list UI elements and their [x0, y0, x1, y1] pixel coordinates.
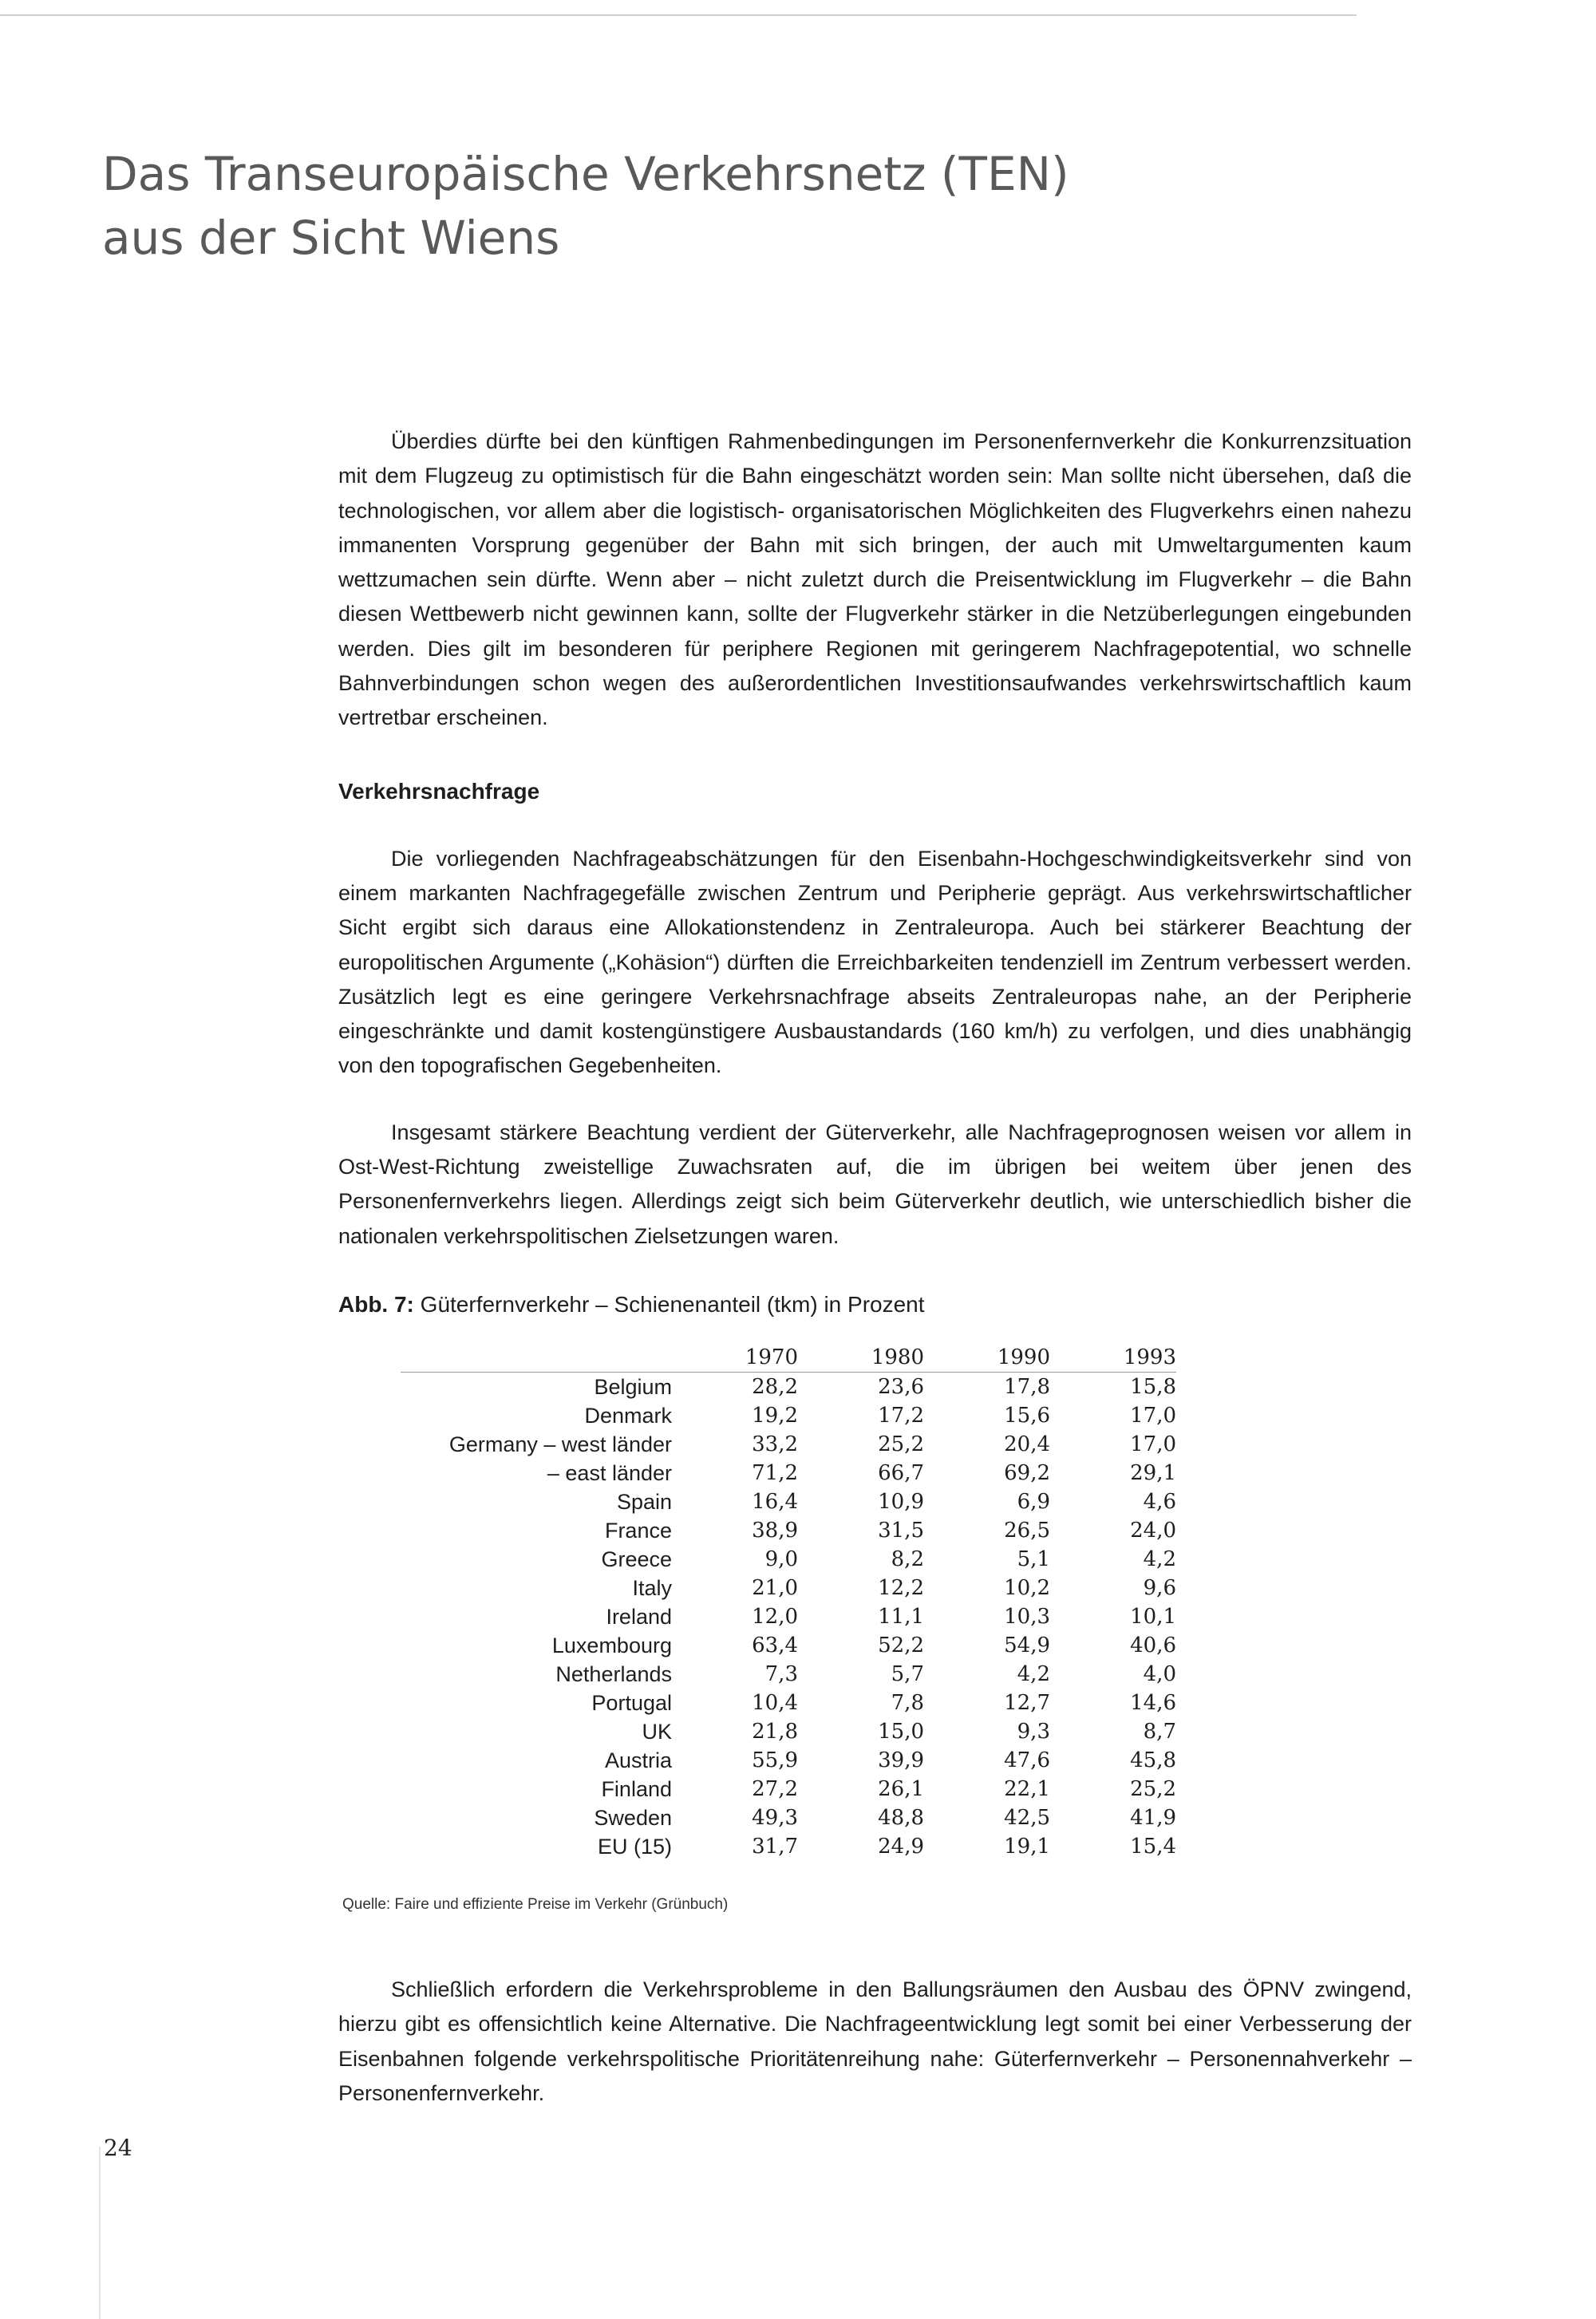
country-label: Sweden [594, 1805, 672, 1830]
title-line-2: aus der Sicht Wiens [102, 211, 560, 265]
table-cell: 55,9 [752, 1748, 798, 1772]
table-cell: 39,9 [878, 1748, 924, 1772]
page-number: 24 [104, 2135, 132, 2161]
table-cell: 25,2 [1130, 1776, 1176, 1801]
table-cell: 17,0 [1130, 1432, 1176, 1456]
paragraph-4: Schließlich erfordern die Verkehrsprobleme in den Ballungsräumen den Ausbau des ÖPNV zwingend, hierzu gibt es offensichtlich keine Alternative. Die Nachfrageentwicklung legt somit bei einer Verbesserung der Eisenbahnen folgende verkehrspolitische Prioritätenreihung nahe: Güterfernverkehr – Personennahverkehr – Personenfernverkehr. [338, 1977, 1412, 2105]
table-cell: 31,5 [878, 1518, 924, 1543]
country-label: Netherlands [555, 1661, 672, 1686]
table-cell: 22,1 [1004, 1776, 1050, 1801]
country-label: Belgium [594, 1374, 672, 1399]
table-cell: 6,9 [1017, 1489, 1050, 1514]
left-margin-rule [99, 2147, 101, 2319]
table-header-country [401, 1343, 672, 1373]
table-cell: 15,4 [1130, 1834, 1176, 1859]
table-header-year: 1980 [798, 1343, 924, 1373]
table-cell: 24,0 [1130, 1518, 1176, 1543]
country-label: Greece [601, 1547, 672, 1571]
table-header-row [401, 1343, 1176, 1373]
table-cell: 31,7 [752, 1834, 798, 1859]
country-label: Finland [601, 1776, 672, 1801]
table-cell: 12,0 [752, 1604, 798, 1629]
table-row [401, 1775, 1176, 1803]
table-cell: 54,9 [1004, 1633, 1050, 1657]
table-row [401, 1459, 1176, 1487]
table-cell: 11,1 [878, 1604, 924, 1629]
table-cell: 9,0 [764, 1547, 798, 1571]
table-cell: 15,0 [878, 1719, 924, 1744]
table-row [401, 1430, 1176, 1459]
country-label: Spain [616, 1489, 672, 1514]
table-cell: 8,7 [1143, 1719, 1176, 1744]
table-row [401, 1689, 1176, 1717]
top-rule [0, 14, 1357, 16]
table-cell: 10,9 [878, 1489, 924, 1514]
country-label: UK [642, 1719, 672, 1744]
table-row [401, 1487, 1176, 1516]
country-label: Portugal [591, 1690, 672, 1715]
table-cell: 4,0 [1143, 1661, 1176, 1686]
table-row [401, 1602, 1176, 1631]
table-cell: 40,6 [1130, 1633, 1176, 1657]
table-row [401, 1803, 1176, 1832]
table-header-year: 1970 [672, 1343, 798, 1373]
table-row [401, 1545, 1176, 1574]
country-label: EU (15) [597, 1834, 672, 1859]
table-cell: 38,9 [752, 1518, 798, 1543]
table-cell: 71,2 [752, 1460, 798, 1485]
table-row [401, 1574, 1176, 1602]
table-cell: 33,2 [752, 1432, 798, 1456]
table-cell: 15,8 [1130, 1374, 1176, 1399]
table-cell: 5,7 [891, 1661, 924, 1686]
table-cell: 26,1 [878, 1776, 924, 1801]
table-cell: 66,7 [878, 1460, 924, 1485]
table-cell: 47,6 [1004, 1748, 1050, 1772]
table-header-year: 1993 [1050, 1343, 1176, 1373]
table-cell: 10,1 [1130, 1604, 1176, 1629]
table-cell: 21,8 [752, 1719, 798, 1744]
table-row [401, 1631, 1176, 1660]
figure-label: Abb. 7: [338, 1291, 414, 1317]
table-cell: 7,8 [891, 1690, 924, 1715]
country-label: Italy [632, 1575, 672, 1600]
table-cell: 10,4 [752, 1690, 798, 1715]
table-cell: 48,8 [878, 1805, 924, 1830]
table-cell: 49,3 [752, 1805, 798, 1830]
section-heading: Verkehrsnachfrage [338, 778, 540, 804]
country-label: Germany – west länder [448, 1432, 672, 1456]
table-cell: 45,8 [1130, 1748, 1176, 1772]
table-cell: 8,2 [891, 1547, 924, 1571]
table-cell: 16,4 [752, 1489, 798, 1514]
table-cell: 41,9 [1130, 1805, 1176, 1830]
figure-source: Quelle: Faire und effiziente Preise im Verkehr (Grünbuch) [342, 1895, 729, 1913]
table-cell: 10,2 [1004, 1575, 1050, 1600]
table-row [401, 1832, 1176, 1861]
table-cell: 17,2 [878, 1403, 924, 1428]
table-body [401, 1372, 1176, 1861]
page-title [102, 142, 1069, 270]
table-row [401, 1717, 1176, 1746]
paragraph-3: Insgesamt stärkere Beachtung verdient der Güterverkehr, alle Nachfrageprognosen weisen vor allem in Ost-West-Richtung zweistellige Zuwachsraten auf, die im übrigen bei weitem über jenen des Personenfernverkehrs liegen. Allerdings zeigt sich beim Güterverkehr deutlich, wie unterschiedlich bisher die nationalen verkehrspolitischen Zielsetzungen waren. [338, 1120, 1412, 1248]
table-cell: 27,2 [752, 1776, 798, 1801]
country-label: Denmark [584, 1403, 672, 1428]
table-cell: 9,6 [1143, 1575, 1176, 1600]
table-cell: 15,6 [1004, 1403, 1050, 1428]
country-label: Ireland [606, 1604, 672, 1629]
figure-caption [338, 1289, 1412, 1321]
main-content [338, 425, 1412, 2111]
table-cell: 21,0 [752, 1575, 798, 1600]
table-cell: 4,2 [1143, 1547, 1176, 1571]
table-row [401, 1516, 1176, 1545]
country-label: Luxembourg [551, 1633, 672, 1657]
table-cell: 17,8 [1004, 1374, 1050, 1399]
country-label: France [604, 1518, 672, 1543]
table-cell: 9,3 [1017, 1719, 1050, 1744]
paragraph-2: Die vorliegenden Nachfrageabschätzungen für den Eisenbahn-Hochgeschwindigkeitsverkehr sind von einem markanten Nachfragegefälle zwischen Zentrum und Peripherie geprägt. Aus verkehrswirtschaftlicher Sicht ergibt sich daraus eine Allokationstendenz in Zentraleuropa. Auch bei stärkerer Beachtung der europolitischen Argumente („Kohäsion“) dürften die Erreichbarkeiten tendenziell im Zentrum verbessert werden. Zusätzlich legt es eine geringere Verkehrsnachfrage abseits Zentraleuropas nahe, an der Peripherie eingeschränkte und damit kostengünstigere Ausbaustandards (160 km/h) zu verfolgen, und dies unabhängig von den topografischen Gegebenheiten. [338, 846, 1412, 1078]
country-label: Austria [604, 1748, 672, 1772]
title-line-1: Das Transeuropäische Verkehrsnetz (TEN) [102, 147, 1069, 201]
table-cell: 28,2 [752, 1374, 798, 1399]
figure-caption-text: Güterfernverkehr – Schienenanteil (tkm) in Prozent [420, 1291, 925, 1317]
table-cell: 24,9 [878, 1834, 924, 1859]
table-cell: 42,5 [1004, 1805, 1050, 1830]
table-cell: 19,1 [1004, 1834, 1050, 1859]
table-cell: 12,7 [1004, 1690, 1050, 1715]
table-cell: 20,4 [1004, 1432, 1050, 1456]
table-cell: 4,2 [1017, 1661, 1050, 1686]
table-cell: 7,3 [764, 1661, 798, 1686]
freight-rail-share-table [401, 1343, 1176, 1861]
table-row [401, 1401, 1176, 1430]
table-cell: 69,2 [1004, 1460, 1050, 1485]
figure [338, 1289, 1412, 1917]
table-cell: 4,6 [1143, 1489, 1176, 1514]
table-cell: 25,2 [878, 1432, 924, 1456]
table-row [401, 1372, 1176, 1401]
table-header-year: 1990 [924, 1343, 1050, 1373]
table-cell: 63,4 [752, 1633, 798, 1657]
table-cell: 23,6 [878, 1374, 924, 1399]
table-row [401, 1660, 1176, 1689]
country-label: – east länder [547, 1460, 672, 1485]
table-cell: 52,2 [878, 1633, 924, 1657]
table-cell: 29,1 [1130, 1460, 1176, 1485]
paragraph-1: Überdies dürfte bei den künftigen Rahmenbedingungen im Personenfernverkehr die Konkurrenzsituation mit dem Flugzeug zu optimistisch für die Bahn eingeschätzt worden sein: Man sollte nicht übersehen, daß die technologischen, vor allem aber die logistisch- organisatorischen Möglichkeiten des Flugverkehrs einen nahezu immanenten Vorsprung gegenüber der Bahn mit sich bringen, der auch mit Umweltargumenten kaum wettzumachen sein dürfte. Wenn aber – nicht zuletzt durch die Preisentwicklung im Flugverkehr – die Bahn diesen Wettbewerb nicht gewinnen kann, sollte der Flugverkehr stärker in die Netzüberlegungen eingebunden werden. Dies gilt im besonderen für periphere Regionen mit geringerem Nachfragepotential, wo schnelle Bahnverbindungen schon wegen des außerordentlichen Investitionsaufwandes verkehrswirtschaftlich kaum vertretbar erscheinen. [338, 429, 1412, 730]
table-row [401, 1746, 1176, 1775]
table-cell: 17,0 [1130, 1403, 1176, 1428]
table-cell: 26,5 [1004, 1518, 1050, 1543]
table-cell: 12,2 [878, 1575, 924, 1600]
table-cell: 5,1 [1017, 1547, 1050, 1571]
table-cell: 19,2 [752, 1403, 798, 1428]
table-cell: 10,3 [1004, 1604, 1050, 1629]
table-cell: 14,6 [1130, 1690, 1176, 1715]
